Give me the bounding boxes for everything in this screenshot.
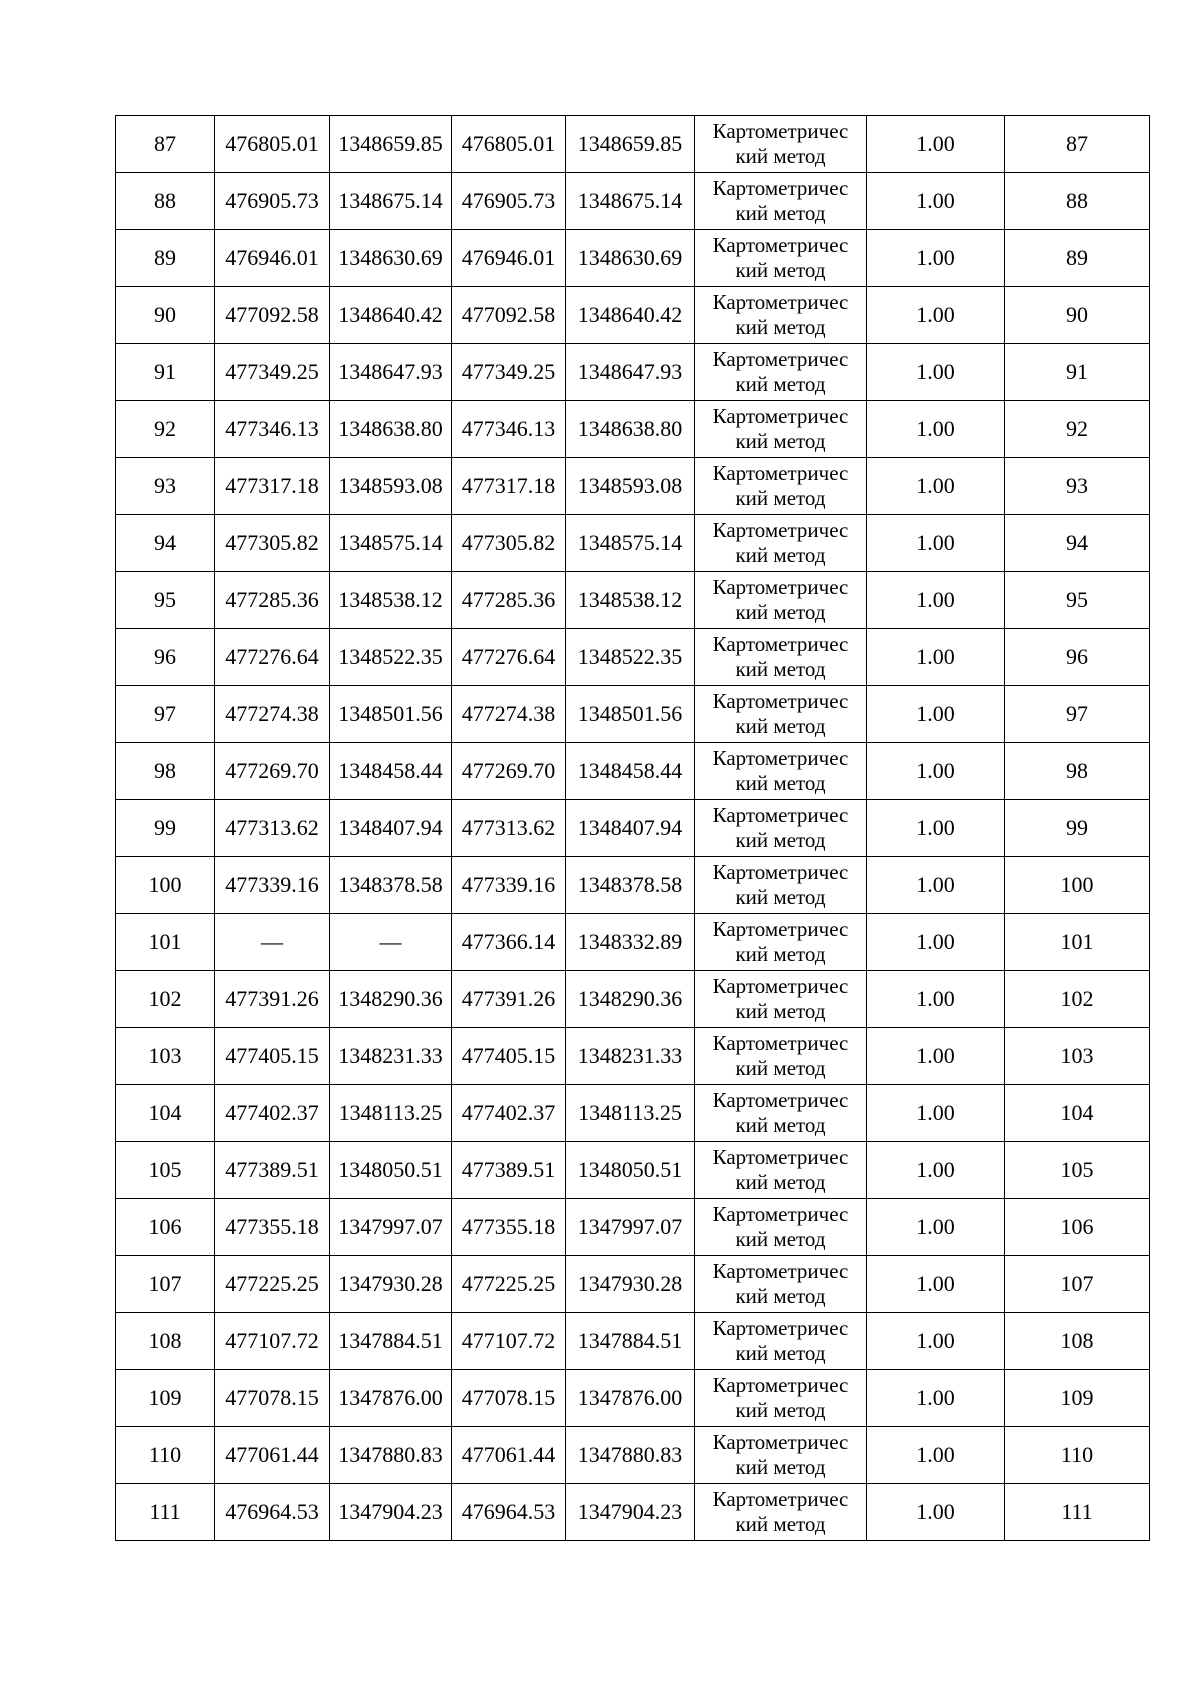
point-number-repeat-cell: 103 — [1005, 1028, 1150, 1085]
x-old-cell: 477225.25 — [215, 1256, 330, 1313]
point-number-repeat-cell: 94 — [1005, 515, 1150, 572]
method-cell — [695, 116, 867, 173]
table-row — [116, 857, 1150, 914]
x-old-cell: 477061.44 — [215, 1427, 330, 1484]
method-line-1: Картометричес — [712, 689, 849, 713]
method-line-2: кий метод — [735, 1170, 826, 1194]
table-row — [116, 1256, 1150, 1313]
x-new-cell: 477405.15 — [452, 1028, 566, 1085]
point-number-cell: 98 — [116, 743, 215, 800]
method-line-2: кий метод — [735, 1056, 826, 1080]
point-number-repeat-cell: 101 — [1005, 914, 1150, 971]
method-line-1: Картометричес — [712, 1316, 849, 1340]
table-row — [116, 1028, 1150, 1085]
table-row — [116, 914, 1150, 971]
y-new-cell: 1347880.83 — [566, 1427, 695, 1484]
point-number-repeat-cell: 95 — [1005, 572, 1150, 629]
table-row — [116, 1142, 1150, 1199]
x-old-cell: 476964.53 — [215, 1484, 330, 1541]
table-row — [116, 800, 1150, 857]
y-new-cell: 1348675.14 — [566, 173, 695, 230]
method-line-2: кий метод — [735, 714, 826, 738]
y-new-cell: 1348647.93 — [566, 344, 695, 401]
method-line-1: Картометричес — [712, 575, 849, 599]
accuracy-cell: 1.00 — [867, 857, 1005, 914]
method-line-1: Картометричес — [712, 119, 849, 143]
method-cell — [695, 1256, 867, 1313]
table-row — [116, 1085, 1150, 1142]
method-cell — [695, 800, 867, 857]
y-new-cell: 1348050.51 — [566, 1142, 695, 1199]
y-new-cell: 1348458.44 — [566, 743, 695, 800]
x-old-cell: — — [215, 914, 330, 971]
point-number-cell: 107 — [116, 1256, 215, 1313]
method-line-2: кий метод — [735, 258, 826, 282]
method-line-2: кий метод — [735, 1113, 826, 1137]
table-row — [116, 686, 1150, 743]
x-new-cell: 477078.15 — [452, 1370, 566, 1427]
accuracy-cell: 1.00 — [867, 287, 1005, 344]
y-new-cell: 1348638.80 — [566, 401, 695, 458]
point-number-repeat-cell: 106 — [1005, 1199, 1150, 1256]
y-old-cell: 1347997.07 — [330, 1199, 452, 1256]
method-line-2: кий метод — [735, 372, 826, 396]
y-new-cell: 1348378.58 — [566, 857, 695, 914]
point-number-cell: 110 — [116, 1427, 215, 1484]
x-old-cell: 477274.38 — [215, 686, 330, 743]
x-new-cell: 477092.58 — [452, 287, 566, 344]
y-new-cell: 1348407.94 — [566, 800, 695, 857]
point-number-cell: 87 — [116, 116, 215, 173]
accuracy-cell: 1.00 — [867, 116, 1005, 173]
x-old-cell: 477346.13 — [215, 401, 330, 458]
table-row — [116, 1427, 1150, 1484]
x-old-cell: 477405.15 — [215, 1028, 330, 1085]
accuracy-cell: 1.00 — [867, 914, 1005, 971]
method-line-1: Картометричес — [712, 1031, 849, 1055]
point-number-repeat-cell: 90 — [1005, 287, 1150, 344]
method-cell — [695, 515, 867, 572]
table-row — [116, 401, 1150, 458]
point-number-repeat-cell: 105 — [1005, 1142, 1150, 1199]
y-old-cell: 1348630.69 — [330, 230, 452, 287]
y-old-cell: 1348638.80 — [330, 401, 452, 458]
method-line-2: кий метод — [735, 1341, 826, 1365]
method-line-2: кий метод — [735, 429, 826, 453]
y-new-cell: 1348501.56 — [566, 686, 695, 743]
point-number-cell: 95 — [116, 572, 215, 629]
method-cell — [695, 1142, 867, 1199]
y-new-cell: 1347884.51 — [566, 1313, 695, 1370]
point-number-cell: 93 — [116, 458, 215, 515]
accuracy-cell: 1.00 — [867, 1313, 1005, 1370]
method-line-1: Картометричес — [712, 1373, 849, 1397]
point-number-cell: 103 — [116, 1028, 215, 1085]
y-old-cell: 1348231.33 — [330, 1028, 452, 1085]
point-number-repeat-cell: 91 — [1005, 344, 1150, 401]
x-old-cell: 477305.82 — [215, 515, 330, 572]
x-new-cell: 477317.18 — [452, 458, 566, 515]
method-line-2: кий метод — [735, 600, 826, 624]
table-row — [116, 743, 1150, 800]
accuracy-cell: 1.00 — [867, 572, 1005, 629]
y-old-cell: 1348050.51 — [330, 1142, 452, 1199]
table-row — [116, 287, 1150, 344]
point-number-cell: 101 — [116, 914, 215, 971]
x-new-cell: 477366.14 — [452, 914, 566, 971]
method-cell — [695, 1370, 867, 1427]
method-line-1: Картометричес — [712, 1202, 849, 1226]
table-row — [116, 515, 1150, 572]
point-number-cell: 106 — [116, 1199, 215, 1256]
y-old-cell: 1348501.56 — [330, 686, 452, 743]
x-new-cell: 477346.13 — [452, 401, 566, 458]
y-old-cell: 1348575.14 — [330, 515, 452, 572]
y-new-cell: 1347997.07 — [566, 1199, 695, 1256]
x-new-cell: 477269.70 — [452, 743, 566, 800]
x-new-cell: 477305.82 — [452, 515, 566, 572]
point-number-cell: 92 — [116, 401, 215, 458]
x-old-cell: 477092.58 — [215, 287, 330, 344]
point-number-repeat-cell: 96 — [1005, 629, 1150, 686]
accuracy-cell: 1.00 — [867, 686, 1005, 743]
point-number-repeat-cell: 107 — [1005, 1256, 1150, 1313]
method-line-2: кий метод — [735, 201, 826, 225]
method-line-1: Картометричес — [712, 233, 849, 257]
x-new-cell: 477107.72 — [452, 1313, 566, 1370]
method-cell — [695, 1313, 867, 1370]
method-line-1: Картометричес — [712, 1430, 849, 1454]
x-new-cell: 477349.25 — [452, 344, 566, 401]
table-row — [116, 1484, 1150, 1541]
x-new-cell: 477402.37 — [452, 1085, 566, 1142]
accuracy-cell: 1.00 — [867, 173, 1005, 230]
accuracy-cell: 1.00 — [867, 230, 1005, 287]
y-new-cell: 1348659.85 — [566, 116, 695, 173]
x-old-cell: 477355.18 — [215, 1199, 330, 1256]
x-new-cell: 477274.38 — [452, 686, 566, 743]
x-old-cell: 477349.25 — [215, 344, 330, 401]
method-line-1: Картометричес — [712, 404, 849, 428]
x-new-cell: 477389.51 — [452, 1142, 566, 1199]
point-number-repeat-cell: 92 — [1005, 401, 1150, 458]
y-new-cell: 1348522.35 — [566, 629, 695, 686]
table-row — [116, 1370, 1150, 1427]
method-cell — [695, 686, 867, 743]
y-old-cell: 1347904.23 — [330, 1484, 452, 1541]
accuracy-cell: 1.00 — [867, 1028, 1005, 1085]
method-line-2: кий метод — [735, 771, 826, 795]
point-number-repeat-cell: 93 — [1005, 458, 1150, 515]
point-number-repeat-cell: 108 — [1005, 1313, 1150, 1370]
x-new-cell: 477225.25 — [452, 1256, 566, 1313]
y-old-cell: 1348407.94 — [330, 800, 452, 857]
point-number-cell: 96 — [116, 629, 215, 686]
y-old-cell: 1348659.85 — [330, 116, 452, 173]
x-new-cell: 476964.53 — [452, 1484, 566, 1541]
point-number-cell: 91 — [116, 344, 215, 401]
x-new-cell: 476946.01 — [452, 230, 566, 287]
y-old-cell: 1348647.93 — [330, 344, 452, 401]
method-line-1: Картометричес — [712, 746, 849, 770]
point-number-cell: 111 — [116, 1484, 215, 1541]
method-line-2: кий метод — [735, 144, 826, 168]
table-row — [116, 230, 1150, 287]
accuracy-cell: 1.00 — [867, 515, 1005, 572]
x-old-cell: 477391.26 — [215, 971, 330, 1028]
accuracy-cell: 1.00 — [867, 971, 1005, 1028]
method-cell — [695, 230, 867, 287]
method-line-2: кий метод — [735, 486, 826, 510]
point-number-repeat-cell: 89 — [1005, 230, 1150, 287]
table-row — [116, 116, 1150, 173]
y-new-cell: 1348640.42 — [566, 287, 695, 344]
method-line-1: Картометричес — [712, 860, 849, 884]
method-line-2: кий метод — [735, 942, 826, 966]
point-number-cell: 94 — [116, 515, 215, 572]
table-row — [116, 1199, 1150, 1256]
y-old-cell: 1348538.12 — [330, 572, 452, 629]
x-new-cell: 477313.62 — [452, 800, 566, 857]
accuracy-cell: 1.00 — [867, 1199, 1005, 1256]
table-row — [116, 971, 1150, 1028]
table-row — [116, 572, 1150, 629]
method-line-1: Картометричес — [712, 917, 849, 941]
accuracy-cell: 1.00 — [867, 800, 1005, 857]
y-old-cell: 1348675.14 — [330, 173, 452, 230]
point-number-cell: 100 — [116, 857, 215, 914]
point-number-cell: 89 — [116, 230, 215, 287]
accuracy-cell: 1.00 — [867, 1256, 1005, 1313]
x-old-cell: 477402.37 — [215, 1085, 330, 1142]
point-number-cell: 109 — [116, 1370, 215, 1427]
method-cell — [695, 743, 867, 800]
table-row — [116, 1313, 1150, 1370]
y-new-cell: 1348332.89 — [566, 914, 695, 971]
point-number-cell: 102 — [116, 971, 215, 1028]
x-old-cell: 477317.18 — [215, 458, 330, 515]
accuracy-cell: 1.00 — [867, 629, 1005, 686]
method-line-1: Картометричес — [712, 632, 849, 656]
x-old-cell: 477107.72 — [215, 1313, 330, 1370]
method-line-2: кий метод — [735, 1227, 826, 1251]
point-number-repeat-cell: 99 — [1005, 800, 1150, 857]
accuracy-cell: 1.00 — [867, 1427, 1005, 1484]
accuracy-cell: 1.00 — [867, 743, 1005, 800]
x-new-cell: 477355.18 — [452, 1199, 566, 1256]
y-new-cell: 1348290.36 — [566, 971, 695, 1028]
point-number-repeat-cell: 109 — [1005, 1370, 1150, 1427]
x-new-cell: 476905.73 — [452, 173, 566, 230]
y-old-cell: 1347884.51 — [330, 1313, 452, 1370]
method-line-1: Картометричес — [712, 1088, 849, 1112]
point-number-cell: 90 — [116, 287, 215, 344]
point-number-repeat-cell: 102 — [1005, 971, 1150, 1028]
point-number-repeat-cell: 87 — [1005, 116, 1150, 173]
point-number-cell: 105 — [116, 1142, 215, 1199]
x-old-cell: 476946.01 — [215, 230, 330, 287]
accuracy-cell: 1.00 — [867, 1085, 1005, 1142]
y-old-cell: 1347880.83 — [330, 1427, 452, 1484]
method-line-2: кий метод — [735, 657, 826, 681]
x-new-cell: 477339.16 — [452, 857, 566, 914]
y-old-cell: 1347876.00 — [330, 1370, 452, 1427]
table-row — [116, 344, 1150, 401]
method-line-2: кий метод — [735, 315, 826, 339]
method-line-2: кий метод — [735, 1512, 826, 1536]
method-cell — [695, 1028, 867, 1085]
x-old-cell: 477339.16 — [215, 857, 330, 914]
x-old-cell: 476805.01 — [215, 116, 330, 173]
point-number-repeat-cell: 111 — [1005, 1484, 1150, 1541]
method-line-1: Картометричес — [712, 803, 849, 827]
table-row — [116, 173, 1150, 230]
y-new-cell: 1348113.25 — [566, 1085, 695, 1142]
table-row — [116, 629, 1150, 686]
table-body — [116, 116, 1150, 1541]
method-line-1: Картометричес — [712, 347, 849, 371]
x-new-cell: 476805.01 — [452, 116, 566, 173]
table-row — [116, 458, 1150, 515]
x-old-cell: 476905.73 — [215, 173, 330, 230]
method-line-1: Картометричес — [712, 1259, 849, 1283]
method-cell — [695, 1484, 867, 1541]
method-cell — [695, 458, 867, 515]
point-number-repeat-cell: 100 — [1005, 857, 1150, 914]
y-old-cell: 1348640.42 — [330, 287, 452, 344]
accuracy-cell: 1.00 — [867, 1484, 1005, 1541]
point-number-cell: 108 — [116, 1313, 215, 1370]
method-cell — [695, 173, 867, 230]
y-old-cell: 1348290.36 — [330, 971, 452, 1028]
y-old-cell: 1347930.28 — [330, 1256, 452, 1313]
method-cell — [695, 1427, 867, 1484]
method-line-1: Картометричес — [712, 1145, 849, 1169]
y-old-cell: 1348113.25 — [330, 1085, 452, 1142]
x-new-cell: 477061.44 — [452, 1427, 566, 1484]
method-line-1: Картометричес — [712, 176, 849, 200]
method-cell — [695, 287, 867, 344]
x-old-cell: 477078.15 — [215, 1370, 330, 1427]
method-cell — [695, 971, 867, 1028]
accuracy-cell: 1.00 — [867, 1370, 1005, 1427]
method-cell — [695, 914, 867, 971]
x-old-cell: 477313.62 — [215, 800, 330, 857]
accuracy-cell: 1.00 — [867, 344, 1005, 401]
method-cell — [695, 344, 867, 401]
method-line-2: кий метод — [735, 1284, 826, 1308]
method-line-1: Картометричес — [712, 1487, 849, 1511]
y-new-cell: 1348538.12 — [566, 572, 695, 629]
point-number-repeat-cell: 97 — [1005, 686, 1150, 743]
x-new-cell: 477391.26 — [452, 971, 566, 1028]
y-old-cell: — — [330, 914, 452, 971]
point-number-repeat-cell: 104 — [1005, 1085, 1150, 1142]
method-line-2: кий метод — [735, 828, 826, 852]
x-old-cell: 477389.51 — [215, 1142, 330, 1199]
accuracy-cell: 1.00 — [867, 1142, 1005, 1199]
method-cell — [695, 572, 867, 629]
x-old-cell: 477276.64 — [215, 629, 330, 686]
method-cell — [695, 629, 867, 686]
point-number-repeat-cell: 88 — [1005, 173, 1150, 230]
y-old-cell: 1348522.35 — [330, 629, 452, 686]
method-line-2: кий метод — [735, 1455, 826, 1479]
x-new-cell: 477285.36 — [452, 572, 566, 629]
y-new-cell: 1348575.14 — [566, 515, 695, 572]
method-line-2: кий метод — [735, 1398, 826, 1422]
method-line-2: кий метод — [735, 543, 826, 567]
point-number-cell: 88 — [116, 173, 215, 230]
method-line-1: Картометричес — [712, 518, 849, 542]
point-number-cell: 99 — [116, 800, 215, 857]
y-old-cell: 1348593.08 — [330, 458, 452, 515]
accuracy-cell: 1.00 — [867, 458, 1005, 515]
y-new-cell: 1348231.33 — [566, 1028, 695, 1085]
y-old-cell: 1348378.58 — [330, 857, 452, 914]
method-line-2: кий метод — [735, 999, 826, 1023]
y-new-cell: 1348593.08 — [566, 458, 695, 515]
method-cell — [695, 1085, 867, 1142]
point-number-repeat-cell: 98 — [1005, 743, 1150, 800]
x-new-cell: 477276.64 — [452, 629, 566, 686]
x-old-cell: 477285.36 — [215, 572, 330, 629]
method-line-1: Картометричес — [712, 974, 849, 998]
y-old-cell: 1348458.44 — [330, 743, 452, 800]
point-number-cell: 97 — [116, 686, 215, 743]
y-new-cell: 1348630.69 — [566, 230, 695, 287]
y-new-cell: 1347904.23 — [566, 1484, 695, 1541]
point-number-repeat-cell: 110 — [1005, 1427, 1150, 1484]
y-new-cell: 1347876.00 — [566, 1370, 695, 1427]
accuracy-cell: 1.00 — [867, 401, 1005, 458]
y-new-cell: 1347930.28 — [566, 1256, 695, 1313]
method-line-2: кий метод — [735, 885, 826, 909]
method-cell — [695, 857, 867, 914]
x-old-cell: 477269.70 — [215, 743, 330, 800]
method-line-1: Картометричес — [712, 461, 849, 485]
point-number-cell: 104 — [116, 1085, 215, 1142]
method-line-1: Картометричес — [712, 290, 849, 314]
method-cell — [695, 1199, 867, 1256]
coordinates-table — [115, 115, 1150, 1541]
method-cell — [695, 401, 867, 458]
